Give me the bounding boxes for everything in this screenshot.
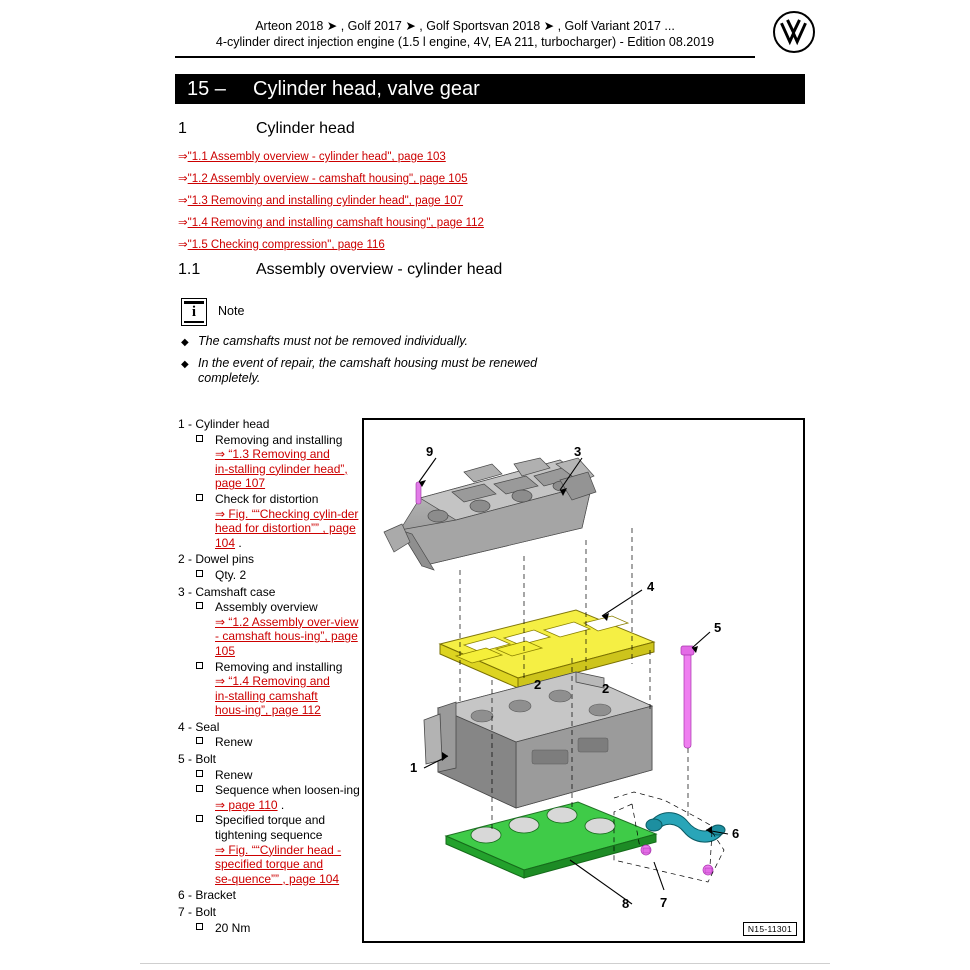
note-label: Note	[218, 304, 245, 318]
bracket-part-6	[646, 813, 725, 842]
chapter-number: 15 –	[187, 78, 226, 100]
dowel-pin-9	[416, 482, 421, 504]
part-item-4-sub-1	[196, 735, 363, 750]
chapter-bar	[175, 74, 805, 104]
callout-5: 5	[714, 620, 722, 635]
callout-8: 8	[622, 896, 630, 911]
part-item-1-head: 1 - Cylinder head	[178, 417, 270, 431]
part-item-7-sub-1	[196, 921, 363, 936]
bolt-part-5	[681, 646, 694, 748]
callout-7: 7	[660, 895, 668, 910]
part-item-3-sub-1-link[interactable]: ⇒ “1.2 Assembly over‑view - camshaft hous‑ing”, page 105	[215, 614, 359, 658]
bolt-part-7	[641, 845, 713, 875]
xref-link-3[interactable]: ⇒"1.3 Removing and installing cylinder head", page 107	[178, 195, 464, 207]
callout-9: 9	[426, 444, 434, 459]
part-item-5-sub-2: Sequence when loosen‑ing ⇒ page 110 .	[196, 783, 363, 812]
checkbox-icon	[196, 785, 203, 792]
callout-4: 4	[647, 579, 655, 594]
xref-link-1[interactable]: ⇒"1.1 Assembly overview - cylinder head", page 103	[178, 151, 446, 163]
checkbox-icon	[196, 435, 203, 442]
header-title-block	[175, 18, 755, 50]
callout-1: 1	[410, 760, 418, 775]
note-bullet-1-text: The camshafts must not be removed individually.	[198, 334, 469, 348]
camshaft-housing-part	[384, 458, 596, 570]
callout-2b: 2	[602, 681, 610, 696]
part-item-1-sub-1	[196, 433, 363, 491]
part-item-3-sub-1	[196, 600, 363, 658]
chapter-title: Cylinder head, valve gear	[253, 78, 480, 100]
part-item-1-sub-2-text: Check for distortion	[215, 491, 319, 506]
checkbox-icon	[196, 602, 203, 609]
seal-part-4	[440, 610, 654, 688]
subsection-number: 1.1	[178, 261, 201, 278]
header-divider	[175, 56, 755, 58]
xref-link-2-label: "1.2 Assembly overview - camshaft housing", page 105	[187, 173, 468, 185]
part-item-1-sub-1-text: Removing and installing	[215, 432, 343, 447]
part-item-5-sub-1-text: Renew	[215, 767, 253, 782]
section-number: 1	[178, 120, 187, 137]
part-item-2-sub-1-text: Qty. 2	[215, 567, 247, 582]
part-item-4-head: 4 - Seal	[178, 719, 220, 734]
parts-legend-list	[178, 415, 363, 935]
part-item-5-head: 5 - Bolt	[178, 752, 217, 767]
part-item-2-head: 2 - Dowel pins	[178, 552, 255, 567]
part-item-4-sub-1-text: Renew	[215, 735, 253, 750]
part-item-3-sub-2	[196, 660, 363, 718]
checkbox-icon	[196, 815, 203, 822]
xref-link-1-label: "1.1 Assembly overview - cylinder head", page 103	[187, 151, 446, 163]
figure-code: N15-11301	[743, 922, 797, 936]
part-item-5-sub-2-link[interactable]: ⇒ page 110	[215, 797, 278, 812]
subsection-title: Assembly overview - cylinder head	[256, 261, 503, 278]
cylinder-head-part	[424, 672, 652, 808]
note-bullet-2-text: In the event of repair, the camshaft housing must be renewed completely.	[198, 356, 538, 385]
xref-link-4-label: "1.4 Removing and installing camshaft housing", page 112	[187, 217, 484, 229]
diamond-bullet-icon: ◆	[181, 359, 189, 370]
xref-link-5-label: "1.5 Checking compression", page 116	[187, 239, 385, 251]
part-item-1-sub-2-link[interactable]: ⇒ Fig. ““Checking cylin‑der head for distortion”” , page 104	[215, 506, 359, 550]
part-item-7-head: 7 - Bolt	[178, 905, 217, 919]
xref-link-5[interactable]: ⇒"1.5 Checking compression", page 116	[178, 239, 385, 251]
part-item-6-head: 6 - Bracket	[178, 888, 237, 903]
header-line-2: 4-cylinder direct injection engine (1.5 l engine, 4V, EA 211, turbocharger) - Edition 08.2019	[215, 35, 715, 49]
part-item-5-sub-3-link[interactable]: ⇒ Fig. ““Cylinder head - specified torque and se‑quence”” , page 104	[215, 842, 342, 886]
callout-3: 3	[574, 444, 582, 459]
checkbox-icon	[196, 923, 203, 930]
page-header	[0, 0, 970, 60]
callout-2a: 2	[534, 677, 542, 692]
info-icon: i	[181, 298, 207, 326]
diamond-bullet-icon: ◆	[181, 337, 189, 348]
part-item-3-sub-2-text: Removing and installing	[215, 659, 343, 674]
part-item-7-sub-1-text: 20 Nm	[215, 920, 251, 935]
checkbox-icon	[196, 662, 203, 669]
header-line-1: Arteon 2018 ➤ , Golf 2017 ➤ , Golf Sportsvan 2018 ➤ , Golf Variant 2017 ...	[255, 19, 675, 33]
part-item-1-sub-2: Check for distortion ⇒ Fig. ““Checking cylin‑der head for distortion”” , page 104 .	[196, 492, 363, 550]
page-footer-divider	[140, 963, 830, 964]
part-item-5-sub-3: Specified torque and tightening sequence ⇒ Fig. ““Cylinder head - specified torque and se‑quence”” , page 104	[196, 813, 363, 886]
note-bullet-2	[181, 356, 551, 386]
note-bullet-1	[181, 334, 601, 349]
part-item-5-sub-1	[196, 768, 363, 783]
callout-6: 6	[732, 826, 740, 841]
checkbox-icon	[196, 770, 203, 777]
part-item-3-head: 3 - Camshaft case	[178, 584, 276, 599]
exploded-view-drawing	[364, 420, 803, 941]
part-item-2-sub-1	[196, 568, 363, 583]
checkbox-icon	[196, 494, 203, 501]
vw-logo-icon	[773, 11, 815, 53]
xref-link-2[interactable]: ⇒"1.2 Assembly overview - camshaft housing", page 105	[178, 173, 468, 185]
part-item-1-sub-1-link[interactable]: ⇒ “1.3 Removing and in‑stalling cylinder head”, page 107	[215, 447, 348, 491]
section-title: Cylinder head	[256, 120, 355, 137]
head-gasket-part-8	[446, 802, 656, 878]
checkbox-icon	[196, 570, 203, 577]
xref-link-3-label: "1.3 Removing and installing cylinder head", page 107	[187, 195, 464, 207]
xref-link-4[interactable]: ⇒"1.4 Removing and installing camshaft housing", page 112	[178, 217, 484, 229]
checkbox-icon	[196, 737, 203, 744]
exploded-view-figure	[362, 418, 805, 943]
part-item-3-sub-2-link[interactable]: ⇒ “1.4 Removing and in‑stalling camshaft hous‑ing”, page 112	[215, 674, 330, 718]
part-item-3-sub-1-text: Assembly overview	[215, 600, 318, 615]
